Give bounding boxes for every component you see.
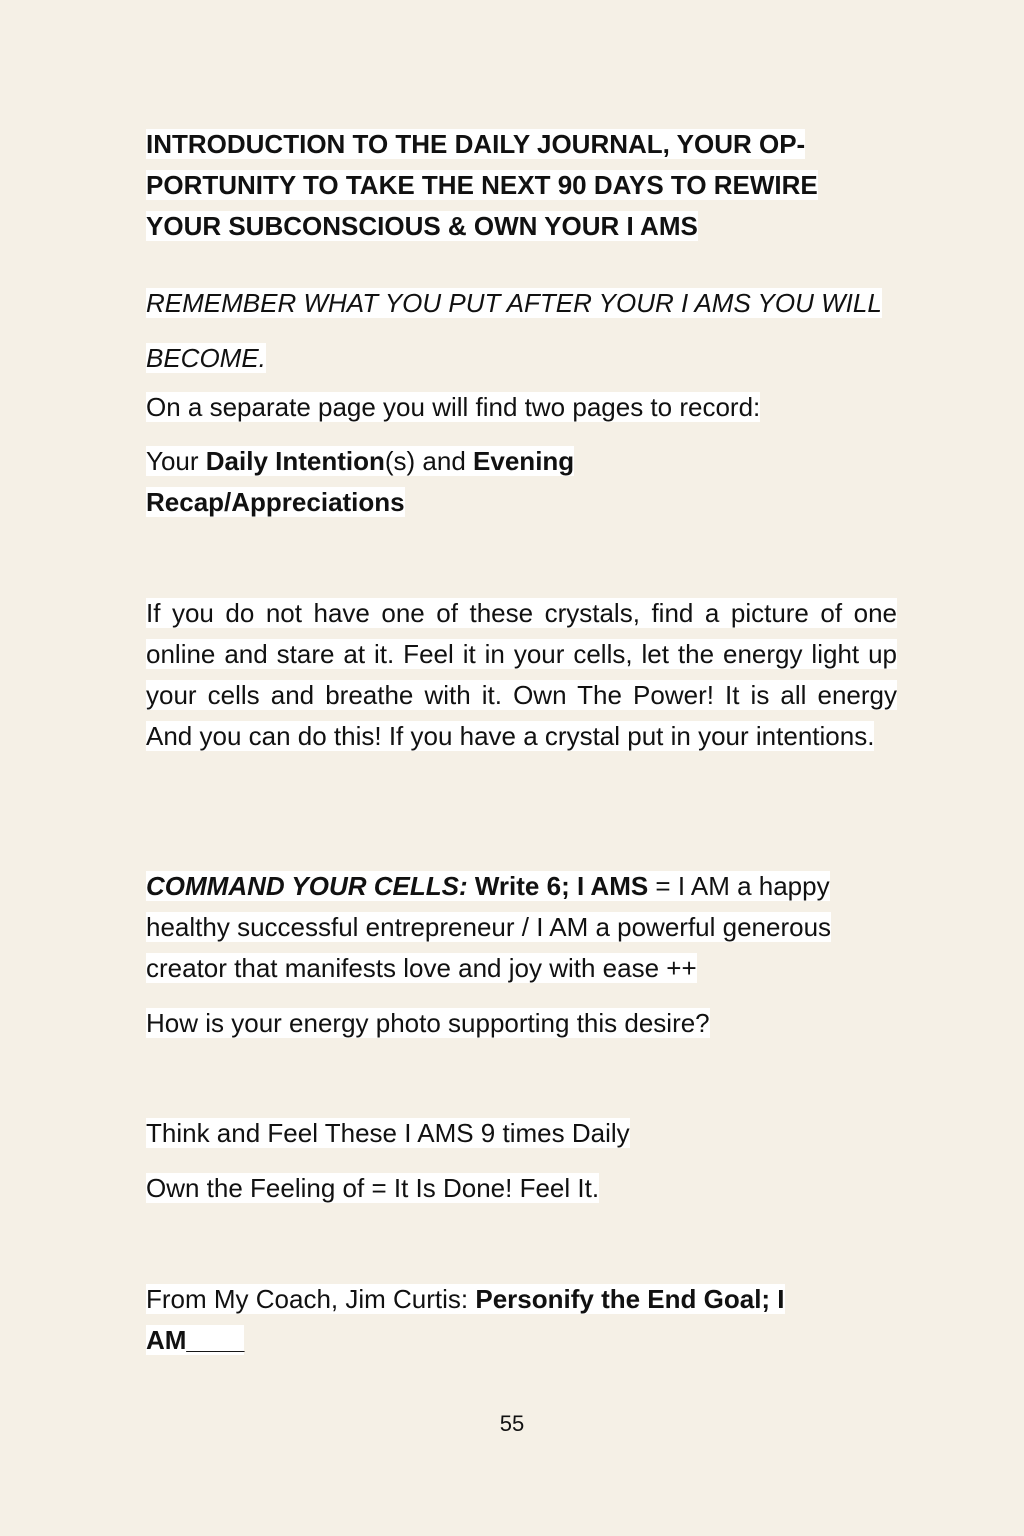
record-items [146, 441, 646, 523]
reminder-text: REMEMBER WHAT YOU PUT AFTER YOUR I AMS YOU WILL BECOME. [146, 288, 882, 373]
energy-question [146, 1003, 906, 1044]
page-number: 55 [499, 1411, 525, 1436]
s-and-word: (s) and [384, 446, 474, 476]
energy-question-text: How is your energy photo supporting this desire? [146, 1008, 710, 1038]
command-paragraph-text [146, 871, 831, 983]
coach-goal: Personify the End Goal; I AM____ [146, 1284, 785, 1355]
command-label: COMMAND YOUR CELLS: [146, 871, 468, 901]
coach-quote-text [146, 1284, 785, 1355]
record-items-text [146, 446, 574, 517]
coach-quote [146, 1279, 866, 1361]
think-line-1-text: Think and Feel These I AMS 9 times Daily [146, 1118, 630, 1148]
command-rest: = I AM a happy healthy successful entrepreneur / I AM a powerful generous creator that manifests love and joy with ease ++ [146, 871, 832, 983]
crystal-paragraph [146, 593, 897, 757]
daily-intention-label: Daily Intention [205, 446, 385, 476]
page-heading [146, 124, 891, 247]
think-line-2 [146, 1168, 906, 1209]
command-paragraph [146, 866, 897, 989]
evening-recap-label: Evening Recap/Appreciations [146, 446, 575, 517]
reminder-statement [146, 276, 906, 386]
think-line-1 [146, 1113, 906, 1154]
crystal-paragraph-text: If you do not have one of these crystals, find a picture of one online and stare at it. Feel it in your cells, let the energy light up your cells and breathe with it. Own The Power! It is all energy And you can do this! If you have a crystal put in your intentions. [146, 598, 897, 751]
heading-text: INTRODUCTION TO THE DAILY JOURNAL, YOUR OP-PORTUNITY TO TAKE THE NEXT 90 DAYS TO REWIRE YOUR SUBCONSCIOUS & OWN YOUR I AMS [146, 129, 818, 241]
command-write: Write 6; I AMS [467, 871, 649, 901]
think-line-2-text: Own the Feeling of = It Is Done! Feel It. [146, 1173, 600, 1203]
your-word: Your [146, 446, 206, 476]
coach-prefix: From My Coach, Jim Curtis: [146, 1284, 476, 1314]
intro-line [146, 387, 906, 428]
intro-line-text: On a separate page you will find two pages to record: [146, 392, 761, 422]
